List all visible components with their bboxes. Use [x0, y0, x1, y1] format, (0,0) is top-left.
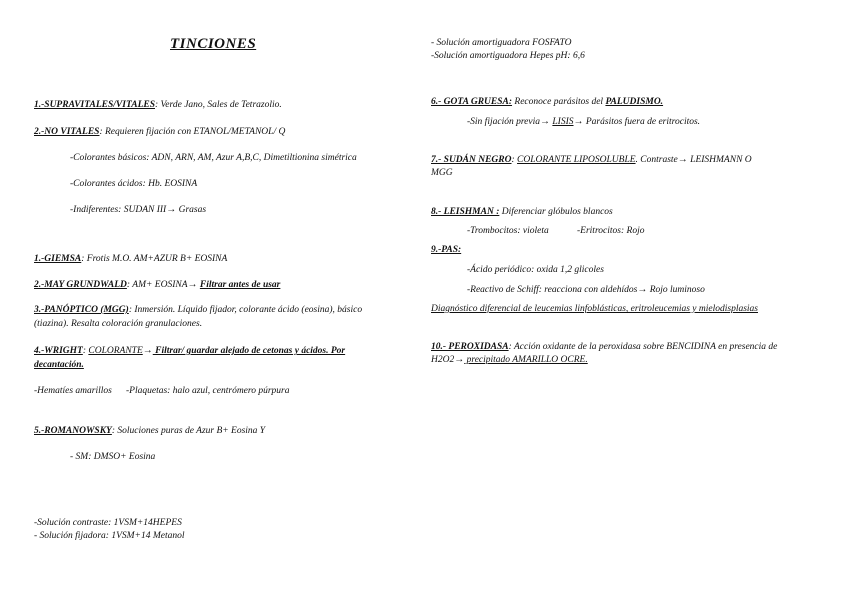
- acid-dyes-line: -Colorantes ácidos: Hb. EOSINA: [70, 179, 198, 189]
- section-heading: 1.-GIEMSA: [34, 254, 82, 264]
- section-panoptico: [34, 304, 362, 316]
- section-wright: 4.-WRIGHT: COLORANTE→ Filtrar/ guardar alejado de cetonas y ácidos. Por: [34, 345, 346, 356]
- hematies-line: -Hematíes amarillos: [34, 386, 112, 396]
- acido-periodico-line: -Ácido periódico: oxida 1,2 glicoles: [467, 265, 604, 275]
- wright-line-2: decantación.: [34, 360, 84, 370]
- line-text: Rojo luminoso: [647, 285, 705, 295]
- section-peroxidasa: [431, 341, 777, 353]
- section-sudan-negro: [431, 154, 752, 166]
- section-supravitales: [34, 99, 282, 111]
- line-text: :: [511, 155, 518, 165]
- section-text: : Verde Jano, Sales de Tetrazolio.: [155, 100, 282, 110]
- section-text: Reconoce parásitos del: [512, 97, 606, 107]
- basic-dyes-line: -Colorantes básicos: ADN, ARN, AM, Azur A,B,C, Dimetiltionina simétrica: [70, 153, 357, 163]
- section-text: : AM+ EOSINA: [126, 280, 188, 290]
- schiff-line: [467, 284, 705, 296]
- bold-instruction: Filtrar antes de usar: [199, 280, 281, 290]
- line-text: Parásitos fuera de eritrocitos.: [583, 117, 701, 127]
- section-may-grundwald: [34, 279, 280, 291]
- line-text: -Reactivo de Schiff: reacciona con aldehídos: [467, 285, 638, 295]
- sin-fijacion-line: [467, 116, 700, 128]
- section-heading: 1.-SUPRAVITALES/VITALES: [34, 100, 155, 110]
- line-text: LEISHMANN O: [687, 155, 752, 165]
- line-text: . Contraste: [635, 155, 678, 165]
- section-heading: 6.- GOTA GRUESA:: [431, 97, 513, 107]
- panoptico-line-2: (tiazina). Resalta coloración granulaciones.: [34, 319, 203, 329]
- fijadora-line: - Solución fijadora: 1VSM+14 Metanol: [34, 531, 185, 541]
- paludismo-text: PALUDISMO.: [605, 97, 664, 107]
- section-heading: 2.-MAY GRUNDWALD: [34, 280, 127, 290]
- liposoluble-text: COLORANTE LIPOSOLUBLE: [517, 155, 636, 165]
- indifferent-dyes-line: [70, 204, 206, 216]
- section-giemsa: [34, 253, 227, 265]
- arrow-right-icon: →: [166, 204, 177, 215]
- arrow-right-icon: →: [573, 116, 584, 127]
- section-text: : Frotis M.O. AM+AZUR B+ EOSINA: [81, 254, 228, 264]
- section-text: : Acción oxidante de la peroxidasa sobre BENCIDINA en presencia de: [508, 342, 778, 352]
- section-heading: 8.- LEISHMAN :: [431, 207, 500, 217]
- line-text: -Indiferentes: SUDAN III: [70, 205, 167, 215]
- sudan-line-2: MGG: [431, 168, 453, 178]
- section-leishman: [431, 206, 613, 218]
- arrow-right-icon: →: [637, 284, 648, 295]
- peroxidasa-line-2: [431, 354, 588, 366]
- section-heading: 7.- SUDÁN NEGRO: [431, 155, 512, 165]
- section-text: : Requieren fijación con ETANOL/METANOL/ Q: [99, 127, 286, 137]
- arrow-right-icon: →: [677, 154, 688, 165]
- sm-line: - SM: DMSO+ Eosina: [70, 452, 156, 462]
- hepes-line: -Solución amortiguadora Hepes pH: 6,6: [431, 51, 585, 61]
- page-title: TINCIONES: [170, 36, 257, 52]
- contraste-line: -Solución contraste: 1VSM+14HEPES: [34, 518, 182, 528]
- arrow-right-icon: →: [142, 345, 153, 356]
- diagnostico-line: Diagnóstico diferencial de leucemias linfoblásticas, eritroleucemias y mielodisplasias: [431, 304, 758, 314]
- arrow-right-icon: →: [454, 354, 465, 365]
- line-text: H2O2: [431, 355, 455, 365]
- section-heading: 4.-WRIGHT: [34, 346, 83, 356]
- arrow-right-icon: →: [540, 116, 550, 127]
- lisis-text: LISIS: [552, 117, 574, 127]
- section-text: : Inmersión. Líquido fijador, colorante ácido (eosina), básico: [128, 305, 363, 315]
- section-text: Diferenciar glóbulos blancos: [499, 207, 613, 217]
- section-heading: 9.-PAS:: [431, 245, 462, 255]
- section-heading: 3.-PANÓPTICO (MGG): [34, 305, 129, 315]
- plaquetas-line: -Plaquetas: halo azul, centrómero púrpura: [126, 386, 290, 396]
- colorante-text: COLORANTE: [88, 346, 143, 356]
- eritrocitos-line: -Eritrocitos: Rojo: [577, 226, 645, 236]
- amarillo-ocre-text: precipitado AMARILLO OCRE.: [464, 355, 588, 365]
- line-text: -Sin fijación previa: [467, 117, 540, 127]
- trombocitos-line: -Trombocitos: violeta: [467, 226, 549, 236]
- section-gota-gruesa: [431, 96, 663, 108]
- section-text: : Soluciones puras de Azur B+ Eosina Y: [111, 426, 266, 436]
- bold-instruction: Filtrar/ guardar alejado de cetonas y ácidos. Por: [152, 346, 346, 356]
- arrow-right-icon: →: [187, 279, 198, 290]
- line-text: Grasas: [176, 205, 207, 215]
- section-pas: [431, 244, 461, 256]
- fosfato-line: - Solución amortiguadora FOSFATO: [431, 38, 572, 48]
- section-romanowsky: [34, 425, 265, 437]
- section-heading: 10.- PEROXIDASA: [431, 342, 509, 352]
- section-no-vitales: [34, 126, 285, 138]
- section-heading: 2.-NO VITALES: [34, 127, 100, 137]
- section-heading: 5.-ROMANOWSKY: [34, 426, 112, 436]
